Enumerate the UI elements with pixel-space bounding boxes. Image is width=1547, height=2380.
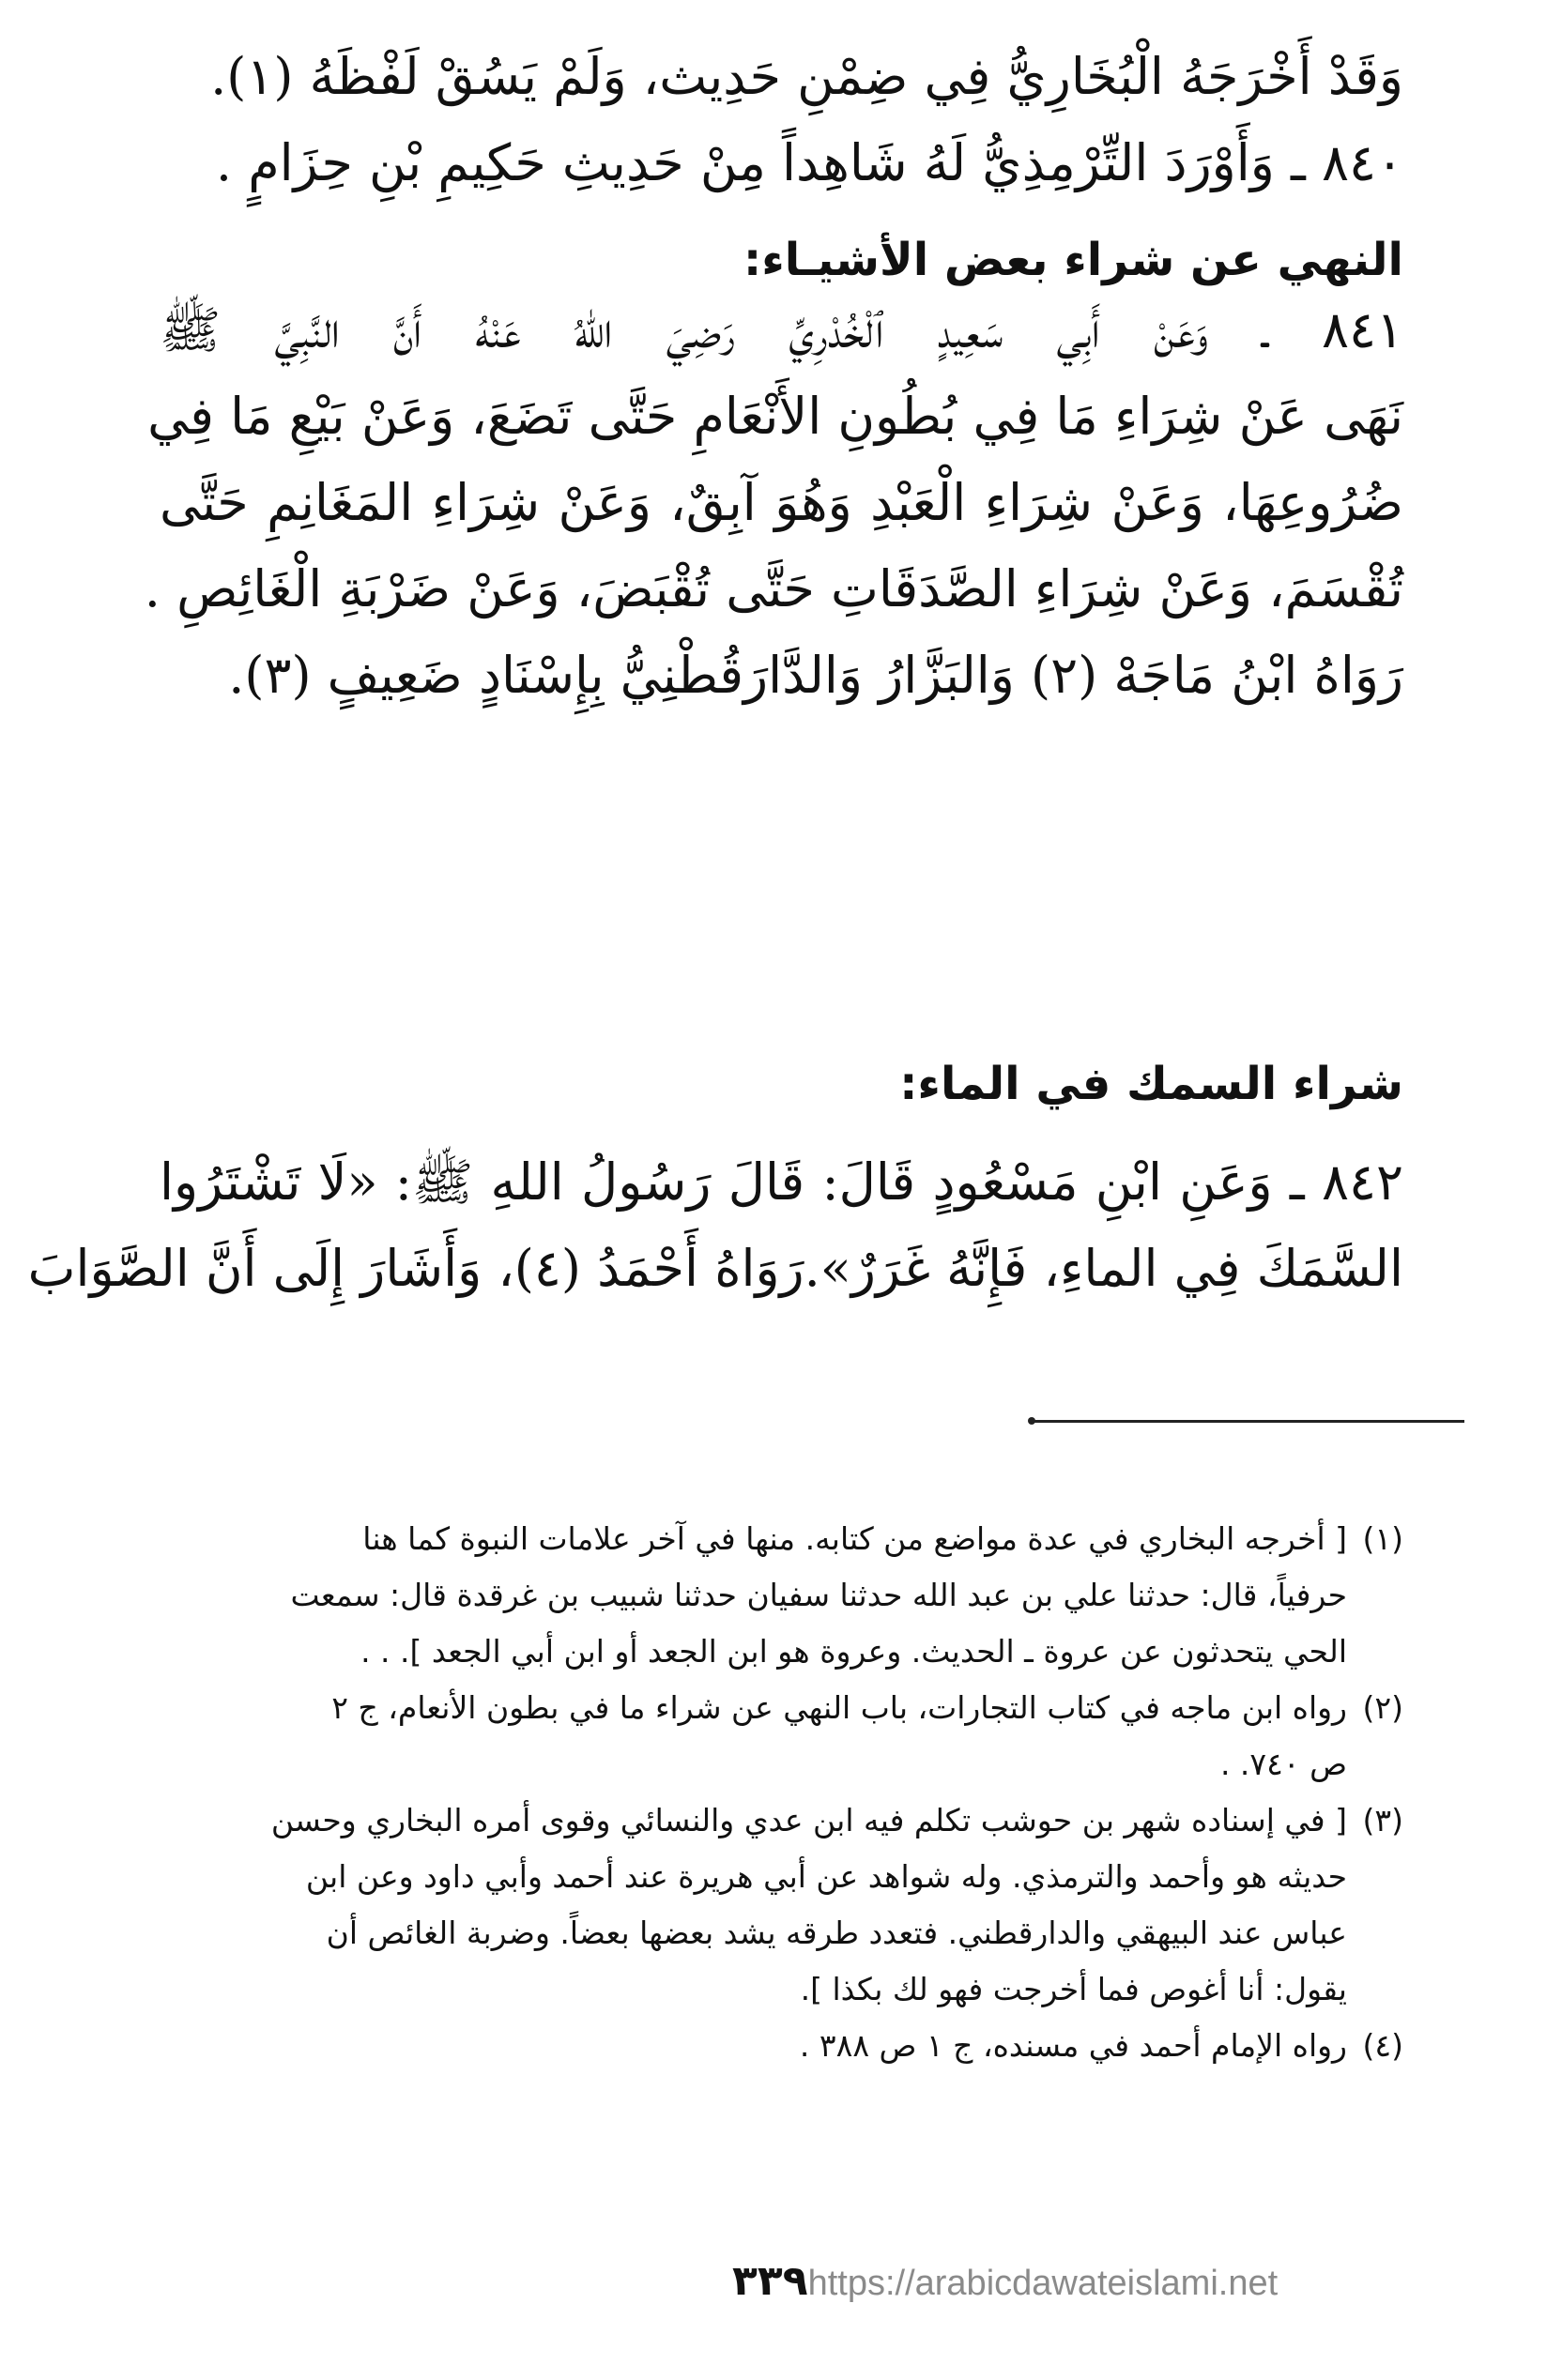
hadith-842 bbox=[27, 1152, 1403, 1330]
footnote-4 bbox=[160, 2018, 1403, 2074]
footnote-line: عباس عند البيهقي والدارقطني. فتعدد طرقه يشد بعضها بعضاً. وضربة الغائص أن bbox=[326, 1915, 1347, 1951]
hadith-842-line: ٨٤٢ ـ وَعَنِ ابْنِ مَسْعُودٍ قَالَ: قَالَ رَسُولُ اللهِ ﷺ: «لَا تَشْتَرُوا bbox=[160, 1152, 1403, 1212]
top-text bbox=[160, 47, 1403, 224]
page-footer bbox=[732, 2257, 1278, 2305]
watermark-url[interactable]: https://arabicdawateislami.net bbox=[807, 2264, 1279, 2303]
footnote-text: رواه ابن ماجه في كتاب التجارات، باب النهي عن شراء ما في بطون الأنعام، ج ٢ bbox=[331, 1689, 1347, 1726]
hadith-841-line: نَهَى عَنْ شِرَاءِ مَا فِي بُطُونِ الأَنْعَامِ حَتَّى تَضَعَ، وَعَنْ بَيْعِ مَا فِي bbox=[147, 387, 1403, 446]
section-heading-text: النهي عن شراء بعض الأشيـاء: bbox=[743, 234, 1403, 286]
footnote-line bbox=[160, 1511, 1403, 1567]
footnote-text: [ في إسناده شهر بن حوشب تكلم فيه ابن عدي والنسائي وقوى أمره البخاري وحسن bbox=[270, 1802, 1347, 1838]
footnote-number: (٤) bbox=[1362, 2027, 1403, 2064]
footnote-line bbox=[160, 1793, 1403, 1849]
footnotes bbox=[160, 1511, 1403, 2074]
footnote-text: رواه الإمام أحمد في مسنده، ج ١ ص ٣٨٨ . bbox=[799, 2027, 1347, 2064]
footnote-line: يقول: أنا أغوص فما أخرجت فهو لك بكذا ]. bbox=[800, 1971, 1347, 2007]
footnote-line: الحي يتحدثون عن عروة ـ الحديث. وعروة هو ابن الجعد أو ابن أبي الجعد ]. . . bbox=[360, 1633, 1347, 1670]
footnote-2 bbox=[160, 1680, 1403, 1793]
footnote-number: (٢) bbox=[1362, 1689, 1403, 1726]
footnote-number: (١) bbox=[1362, 1520, 1403, 1557]
footnote-line: ص ٧٤٠. . bbox=[1219, 1746, 1347, 1782]
hadith-841-line: رَوَاهُ ابْنُ مَاجَهْ (٢) وَالبَزَّارُ وَالدَّارَقُطْنِيُّ بِإِسْنَادٍ ضَعِيفٍ (٣). bbox=[228, 646, 1403, 705]
top-line: وَقَدْ أَخْرَجَهُ الْبُخَارِيُّ فِي ضِمْنِ حَدِيث، وَلَمْ يَسُقْ لَفْظَهُ (١). bbox=[210, 47, 1403, 106]
footnote-number: (٣) bbox=[1362, 1802, 1403, 1838]
footnote-1 bbox=[160, 1511, 1403, 1680]
footnote-separator bbox=[1033, 1420, 1464, 1423]
hadith-841-line: ٨٤١ ـ وَعَنْ أَبِي سَعِيدٍ ٱلْخُدْرِيِّ رَضِيَ اللهُ عَنْهُ أَنَّ النَّبِيَّ ﷺ bbox=[160, 300, 1403, 359]
hadith-842-line: السَّمَكَ فِي الماءِ، فَإِنَّهُ غَرَرٌ».رَوَاهُ أَحْمَدُ (٤)، وَأَشَارَ إِلَى أَنَّ الصَّوَابَ bbox=[27, 1239, 1403, 1298]
section-heading-1 bbox=[160, 222, 1403, 298]
footnote-text: [ أخرجه البخاري في عدة مواضع من كتابه. منها في آخر علامات النبوة كما هنا bbox=[362, 1520, 1347, 1557]
hadith-841-line: تُقْسَمَ، وَعَنْ شِرَاءِ الصَّدَقَاتِ حَتَّى تُقْبَضَ، وَعَنْ ضَرْبَةِ الْغَائِصِ . bbox=[144, 559, 1403, 618]
hadith-841 bbox=[144, 300, 1403, 737]
page-number: ٣٣٩ bbox=[732, 2257, 808, 2305]
section-heading-2 bbox=[160, 1046, 1403, 1121]
footnote-line bbox=[160, 1680, 1403, 1736]
section-heading-text: شراء السمك في الماء: bbox=[899, 1058, 1403, 1110]
footnote-line bbox=[160, 2018, 1403, 2074]
footnote-3 bbox=[160, 1793, 1403, 2018]
footnote-separator-dot bbox=[1028, 1417, 1035, 1425]
footnote-line: حرفياً، قال: حدثنا علي بن عبد الله حدثنا سفيان حدثنا شبيب بن غرقدة قال: سمعت bbox=[290, 1577, 1347, 1613]
hadith-840-line: ٨٤٠ ـ وَأَوْرَدَ التِّرْمِذِيُّ لَهُ شَاهِداً مِنْ حَدِيثِ حَكِيمِ بْنِ حِزَامٍ . bbox=[215, 133, 1403, 192]
hadith-841-line: ضُرُوعِهَا، وَعَنْ شِرَاءِ الْعَبْدِ وَهُوَ آبِقٌ، وَعَنْ شِرَاءِ المَغَانِمِ حَتَّى bbox=[160, 473, 1403, 532]
footnote-line: حديثه هو وأحمد والترمذي. وله شواهد عن أبي هريرة عند أحمد وأبي داود وعن ابن bbox=[305, 1858, 1347, 1895]
